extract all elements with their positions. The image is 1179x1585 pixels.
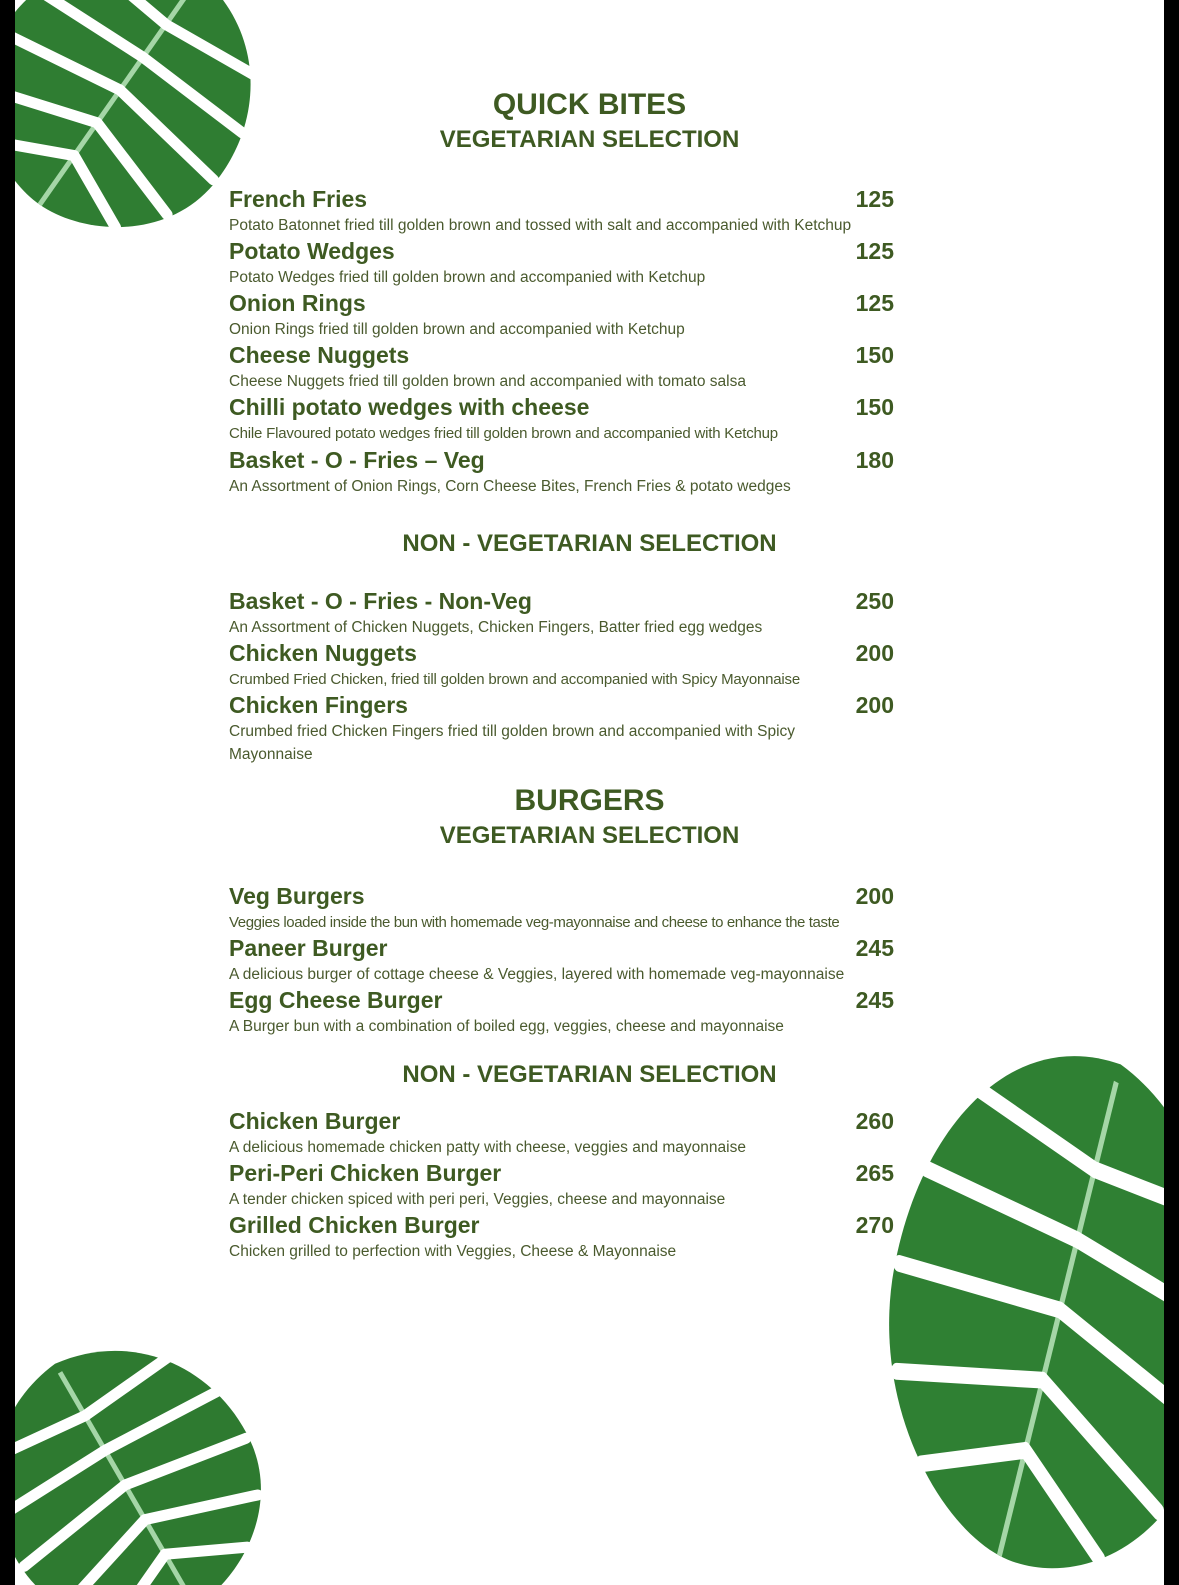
section-title-quick-bites: QUICK BITES: [492, 88, 687, 121]
item-description: Cheese Nuggets fried till golden brown and accompanied with tomato salsa: [229, 373, 746, 390]
item-description: Crumbed fried Chicken Fingers fried till golden brown and accompanied with Spicy Mayonnaise: [229, 723, 796, 763]
item-name: Veg Burgers: [229, 883, 365, 909]
item-price: 150: [855, 394, 894, 420]
item-price: 125: [855, 186, 894, 212]
item-price: 180: [855, 447, 894, 473]
item-name: Chicken Burger: [229, 1108, 401, 1134]
item-description: An Assortment of Chicken Nuggets, Chicken Fingers, Batter fried egg wedges: [229, 619, 763, 636]
item-price: 245: [855, 935, 894, 961]
item-description: A tender chicken spiced with peri peri, Veggies, cheese and mayonnaise: [229, 1191, 726, 1208]
item-name: Peri-Peri Chicken Burger: [229, 1160, 502, 1186]
item-price: 200: [855, 692, 894, 718]
menu-content: [15, 0, 1164, 1585]
subsection-title-veg: VEGETARIAN SELECTION: [439, 126, 740, 153]
item-name: Cheese Nuggets: [229, 342, 410, 368]
item-name: Basket - O - Fries - Non-Veg: [229, 588, 532, 614]
item-description: Chicken grilled to perfection with Veggies, Cheese & Mayonnaise: [229, 1243, 677, 1260]
subsection-title-veg: VEGETARIAN SELECTION: [439, 822, 740, 849]
item-name: Chicken Fingers: [229, 692, 408, 718]
item-description: Crumbed Fried Chicken, fried till golden brown and accompanied with Spicy Mayonnaise: [229, 671, 800, 688]
item-price: 150: [855, 342, 894, 368]
item-price: 270: [855, 1212, 894, 1238]
item-name: Chilli potato wedges with cheese: [229, 394, 590, 420]
item-description: A delicious burger of cottage cheese & Veggies, layered with homemade veg-mayonnaise: [229, 966, 845, 983]
item-description: Potato Batonnet fried till golden brown and tossed with salt and accompanied with Ketchup: [229, 217, 852, 234]
subsection-title-nonveg: NON - VEGETARIAN SELECTION: [402, 530, 777, 557]
item-price: 125: [855, 290, 894, 316]
item-price: 125: [855, 238, 894, 264]
item-price: 245: [855, 987, 894, 1013]
item-price: 260: [855, 1108, 894, 1134]
item-name: French Fries: [229, 186, 368, 212]
item-name: Onion Rings: [229, 290, 366, 316]
item-description: A delicious homemade chicken patty with cheese, veggies and mayonnaise: [229, 1139, 746, 1156]
item-name: Basket - O - Fries – Veg: [229, 447, 485, 473]
item-name: Grilled Chicken Burger: [229, 1212, 480, 1238]
item-description: An Assortment of Onion Rings, Corn Cheese Bites, French Fries & potato wedges: [229, 478, 791, 495]
item-description: A Burger bun with a combination of boiled egg, veggies, cheese and mayonnaise: [229, 1018, 784, 1035]
item-name: Egg Cheese Burger: [229, 987, 443, 1013]
section-title-burgers: BURGERS: [514, 784, 665, 817]
item-name: Paneer Burger: [229, 935, 388, 961]
item-description: Veggies loaded inside the bun with homemade veg-mayonnaise and cheese to enhance the taste: [229, 914, 840, 931]
item-name: Potato Wedges: [229, 238, 395, 264]
item-description: Onion Rings fried till golden brown and accompanied with Ketchup: [229, 321, 685, 338]
item-price: 200: [855, 883, 894, 909]
item-price: 265: [855, 1160, 894, 1186]
item-description: Potato Wedges fried till golden brown and accompanied with Ketchup: [229, 269, 706, 286]
item-name: Chicken Nuggets: [229, 640, 417, 666]
menu-page: [15, 0, 1164, 1585]
item-price: 200: [855, 640, 894, 666]
item-description: Chile Flavoured potato wedges fried till golden brown and accompanied with Ketchup: [229, 425, 778, 442]
subsection-title-nonveg: NON - VEGETARIAN SELECTION: [402, 1061, 777, 1088]
item-price: 250: [855, 588, 894, 614]
